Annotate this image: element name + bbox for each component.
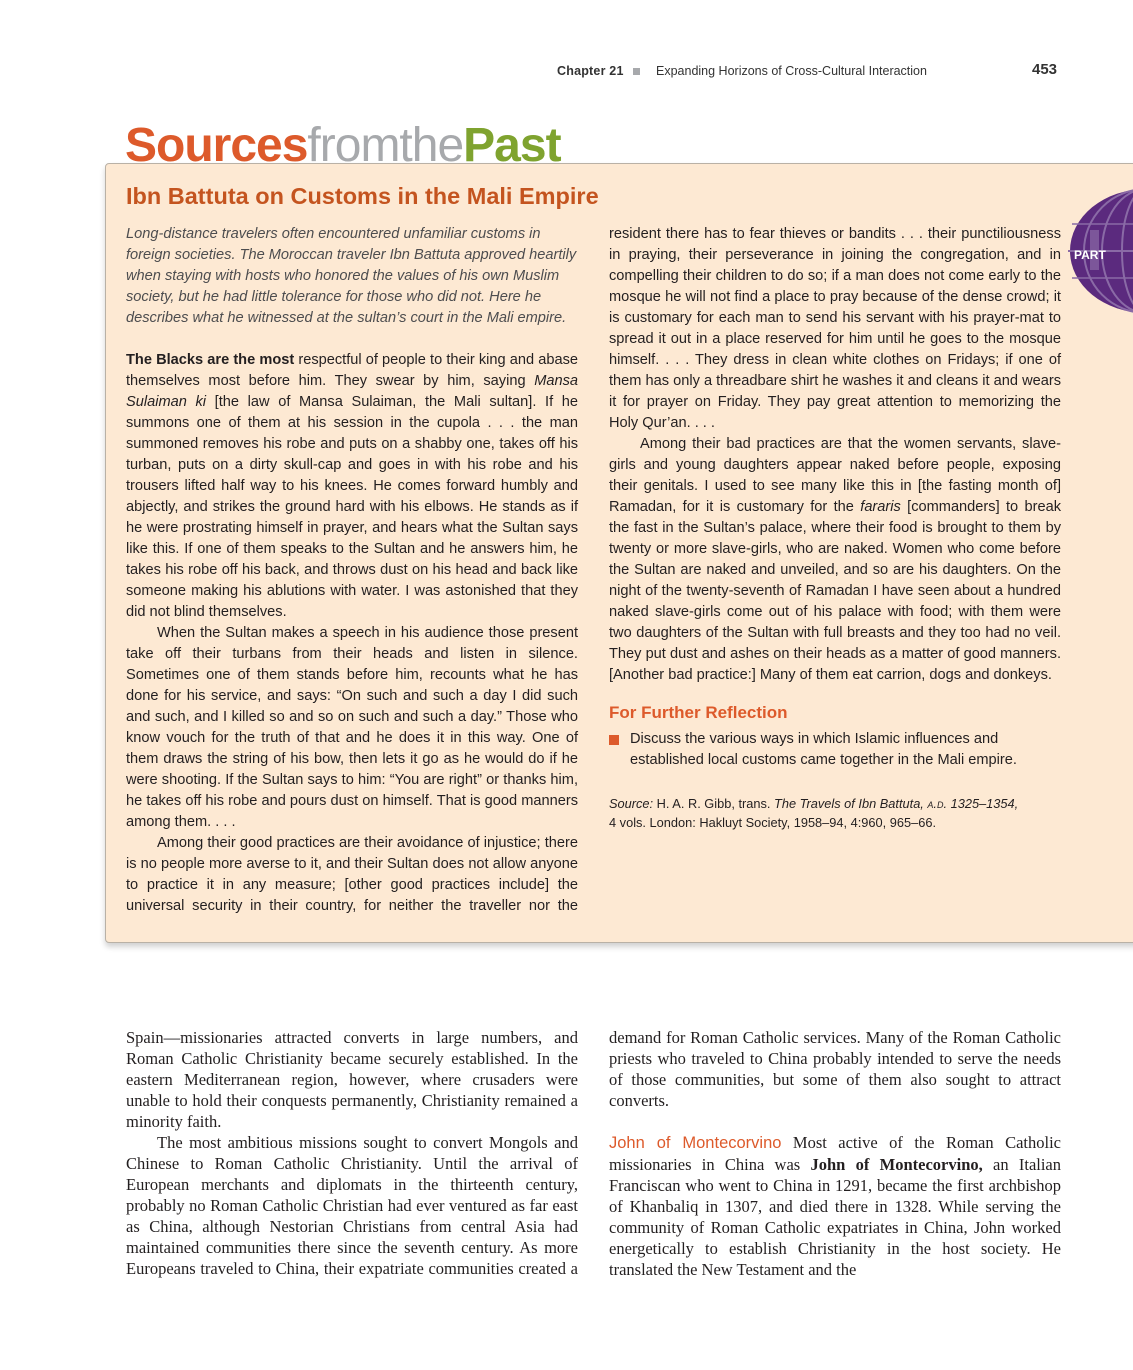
bullet-square-icon [609,735,619,745]
body-paragraph-2: The most ambitious missions sought to convert Mongols and Chinese to Roman Catholic Christianity. Until the arrival of European merchants and diplomats in the thirteenth century, probably no Roman Catholic Christian had ever ventured as far east as China, although Nestorian Christians from central Asia had maintained communities there since the seventh century. As more Europeans traveled to China, their expatriate communities created a [126,1133,578,1278]
part-label: PART [1074,248,1106,262]
key-term: John of Montecorvino, [810,1155,983,1174]
body-paragraph-2-continued: demand for Roman Catholic services. Many of the Roman Catholic priests who traveled to China probably intended to serve the needs of those communities, but some of them also sought to attract converts. [609,1028,1061,1110]
source-lead-in: The Blacks are the most [126,352,295,368]
body-paragraph-1: Spain—missionaries attracted converts in large numbers, and Roman Catholic Christianity became securely established. In the eastern Mediterranean region, however, where crusaders were unable to hold their conquests permanently, Christianity remained a minority faith. [126,1028,578,1131]
chapter-number: Chapter 21 [557,64,624,78]
reflection-text: Discuss the various ways in which Islamic influences and established local customs came together in the Mali empire. [630,731,1017,768]
section-subhead: John of Montecorvino [609,1134,782,1152]
separator-square-icon [633,68,640,75]
feature-title-past: Past [463,119,561,172]
source-citation: Source: H. A. R. Gibb, trans. The Travels of Ibn Battuta, a.d. 1325–1354, 4 vols. London: Hakluyt Society, 1958–94, 4:960, 965–66. [609,796,1019,830]
body-column-left [126,1027,578,1279]
body-column-right [609,1027,1061,1280]
source-heading: Ibn Battuta on Customs in the Mali Empire [126,183,599,209]
feature-title-sources: Sources [125,119,308,172]
source-paragraph-1: The Blacks are the most respectful of people to their king and abase themselves most before him. They swear by him, saying Mansa Sulaiman ki [the law of Mansa Sulaiman, the Mali sultan]. If he summons one of them at his session in the cupola . . . the man summoned removes his robe and puts on a shabby one, takes off his turban, puts on a dirty skull-cap and goes in with his robe and his trousers lifted half way to his knees. He comes forward humbly and abjectly, and strikes the ground hard with his elbows. He stands as if he were prostrating himself in prayer, and hears what the Sultan says like this. If one of them speaks to the Sultan and he answers him, he takes his robe off his back, and throws dust on his head and back like someone making his ablutions with water. I was astonished that they did not blind themselves. [126,352,579,620]
chapter-title: Expanding Horizons of Cross-Cultural Interaction [656,64,927,78]
source-paragraph-3: Among their good practices are their avoidance of injustice; there is no people more averse to it, and their Sultan does not allow anyone to practice it in any measure; [other good practices include] the universal security in their country, for neither the traveller nor the [126,835,578,914]
source-intro: Long-distance travelers often encountered unfamiliar customs in foreign societies. The Moroccan traveler Ibn Battuta approved heartily when staying with hosts who honored the values of his own Muslim society, but he had little tolerance for those who did not. Here he describes what he witnessed at the sultan’s court in the Mali empire. [126,226,577,326]
source-paragraph-3-continued: resident there has to fear thieves or bandits . . . their punctiliousness in praying, their perseverance in joining the congregation, and in compelling their children to do so; if a man does not come early to the mosque he will not find a place to pray because of the dense crowd; it is customary for each man to send his servant with his prayer-mat to spread it out in a place reserved for him until he goes to the mosque himself. . . . They dress in clean white clothes on Fridays; if one of them has only a threadbare shirt he washes it and cleans it and wears it for prayer on Friday. They pay great attention to memorizing the Holy Qur’an. . . . [609,226,1061,431]
body-paragraph-3: John of Montecorvino Most active of the Roman Catholic missionaries in China was John of Montecorvino, an Italian Franciscan who went to China in 1291, became the first archbishop of Khanbaliq in 1307, and died there in 1328. While serving the community of Roman Catholic expatriates in China, John worked energetically to establish Christianity in the host society. He translated the New Testament and the [609,1133,1062,1279]
source-paragraph-2: When the Sultan makes a speech in his audience those present take off their turbans from their heads and listen in silence. Sometimes one of them stands before him, recounts what he has done for his service, and says: “On such and such a day I did such and such, and I killed so and so on such and such a day.” Those who know vouch for the truth of that and he does it in this way. One of them draws the string of his bow, then lets it go as he would do if he were shooting. If the Sultan says to him: “You are right” or thanks him, he takes off his robe and pours dust on himself. That is good manners among them. . . . [126,625,578,830]
source-term-fararis: fararis [860,499,901,515]
running-head [0,60,1133,84]
source-column-right [609,224,1061,832]
page-number: 453 [1032,61,1058,78]
reflection-item [609,729,1061,771]
feature-title [125,118,561,174]
source-column-left [126,224,578,917]
feature-title-fromthe: fromthe [307,119,464,172]
reflection-heading: For Further Reflection [609,703,788,722]
source-term-mansa: Mansa Sulaiman ki [126,373,578,410]
source-paragraph-4: Among their bad practices are that the women servants, slave-girls and young daughters appear naked before people, exposing their genitals. I used to see many like this in [the fasting month of] Ramadan, for it is customary for the fararis [commanders] to break the fast in the Sultan’s palace, where their food is brought to them by twenty or more slave-girls, who are naked. Women who come before the Sultan are naked and unveiled, and so are his daughters. On the night of the twenty-seventh of Ramadan I have seen about a hundred naked slave-girls come out of his palace with food; with them were two daughters of the Sultan with full breasts and they too had no veil. They put dust and ashes on their heads as a matter of good manners. [Another bad practice:] Many of them eat carrion, dogs and donkeys. [609,436,1061,683]
